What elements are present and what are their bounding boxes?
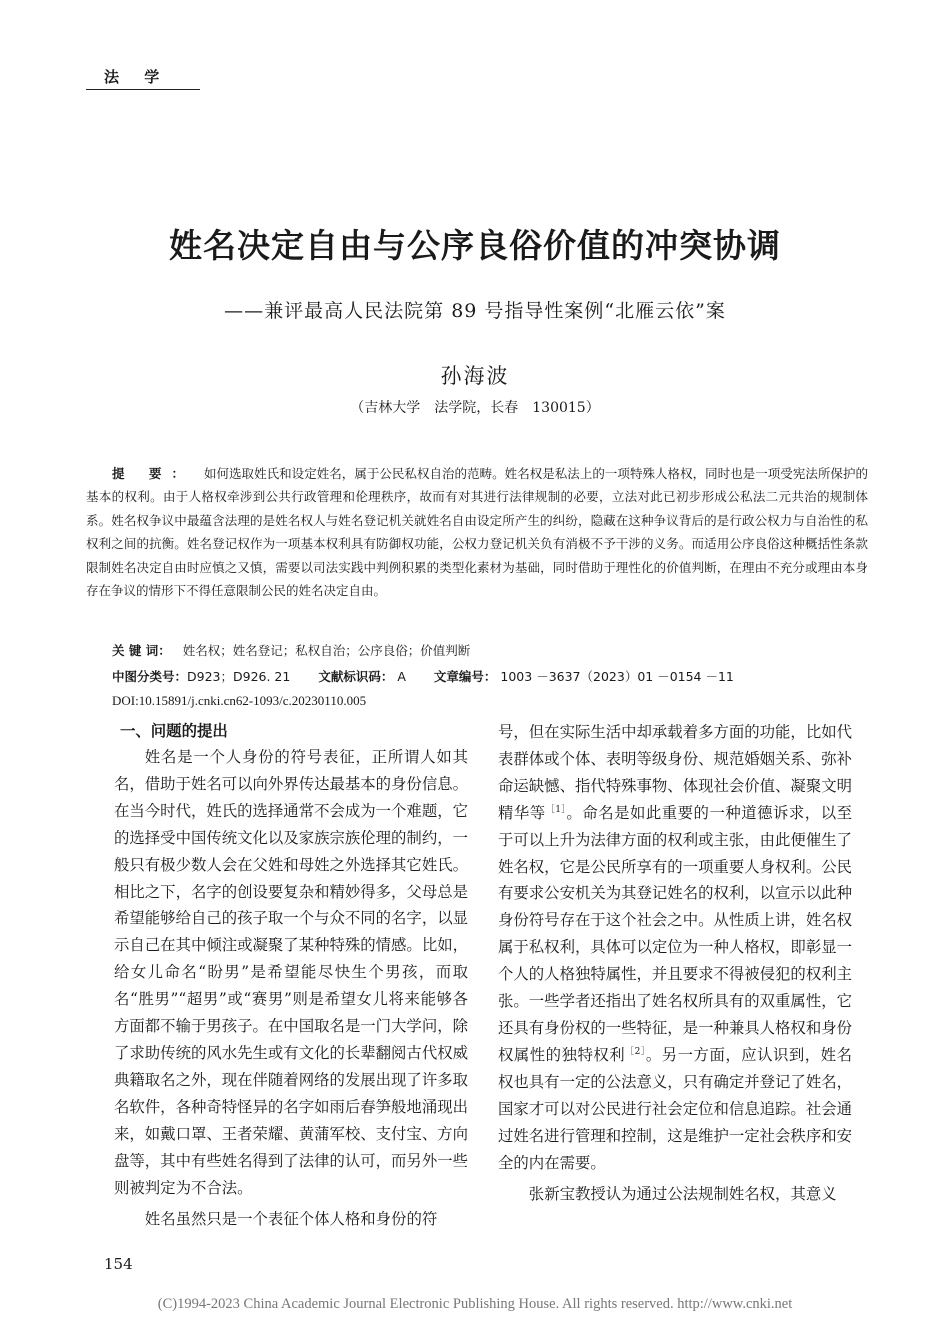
doc-code-value: A [397,669,406,684]
copyright-footer: (C)1994-2023 China Academic Journal Electronic Publishing House. All rights reserved. http://www.cnki.net [157,1296,793,1312]
author-name: 孙海波 [440,364,510,388]
paragraph-text: 。命名是如此重要的一种道德诉求，以至于可以上升为法律方面的权利或主张，由此便催生了姓名权，它是公民所享有的一项重要人身权利。公民有要求公安机关为其登记姓名的权利，以宣示以此种身份符号存在于这个社会之中。从性质上讲，姓名权属于私权利，具体可以定位为一种人格权，即彰显一个人的人格独特属性，并且要求不得被侵犯的权利主张。一些学者还指出了姓名权所具有的双重属性，它还具有身份权的一些特征，是一种兼具人格权和身份权属性的独特权利 [498,803,852,1064]
section-tag: 法 学 [104,68,170,86]
paragraph: 姓名虽然只是一个表征个体人格和身份的符 [144,1210,438,1229]
citation-ref-1[interactable]: ［1］ [545,804,567,815]
article-title: 姓名决定自由与公序良俗价值的冲突协调 [169,226,781,265]
paragraph-text: 。另一方面，应认识到，姓名权也具有一定的公法意义，只有确定并登记了姓名，国家才可以对公民进行社会定位和信息追踪。社会通过姓名进行管理和控制，这是维护一定社会秩序和安全的内在需要。 [498,1045,852,1172]
paragraph: 张新宝教授认为通过公法规制姓名权，其意义 [528,1185,837,1204]
clc-value: D923；D926. 21 [187,669,291,684]
keywords-text: 姓名权；姓名登记；私权自治；公序良俗；价值判断 [182,643,471,658]
section-divider [86,89,200,90]
doi: DOI:10.15891/j.cnki.cn62-1093/c.20230110.005 [112,693,367,708]
paragraph [498,719,852,1176]
page-number: 154 [104,1255,133,1273]
doc-code-label: 文献标识码： [318,669,394,684]
author-affiliation: （吉林大学 法学院，长春 130015） [350,400,600,416]
article-subtitle: ——兼评最高人民法院第 89 号指导性案例“北雁云依”案 [224,300,726,322]
citation-ref-2[interactable]: ［2］ [625,1046,646,1057]
clc-label: 中图分类号： [112,669,188,684]
body-column-left [114,719,468,1233]
keywords-label: 关 键 词： [112,643,171,658]
abstract-text: 如何选取姓氏和设定姓名，属于公民私权自治的范畴。姓名权是私法上的一项特殊人格权，同时也是一项受宪法所保护的基本的权利。由于人格权牵涉到公共行政管理和伦理秩序，故而有对其进行法律规制的必要，立法对此已初步形成公私法二元共治的规制体系。姓名权争议中最蕴含法理的是姓名权人与姓名登记机关就姓名自由设定所产生的纠纷，隐藏在这种争议背后的是行政公权力与自治性的私权利之间的抗衡。姓名登记权作为一项基本权利具有防御权功能，公权力登记机关负有消极不予干涉的义务。而适用公序良俗这种概括性条款限制姓名决定自由时应慎之又慎，需要以司法实践中判例积累的类型化素材为基础，同时借助于理性化的价值判断，在理由不充分或理由本身存在争议的情形下不得任意限制公民的姓名决定自由。 [86,466,868,599]
abstract [86,462,868,602]
classification-line [112,667,734,685]
article-number-label: 文章编号： [433,669,497,684]
paragraph-text: 号，但在实际生活中却承载着多方面的功能，比如代表群体或个体、表明等级身份、规范婚姻关系、弥补命运缺憾、指代特殊事物、体现社会价值、凝聚文明精华等 [498,723,852,822]
abstract-label: 提 要： [112,466,194,481]
article-number-value: 1003 －3637（2023）01 －0154 －11 [500,669,734,684]
body-column-right [498,719,852,1208]
keywords [112,641,470,659]
section-heading: 一、问题的提出 [120,722,228,740]
paragraph: 姓名是一个人身份的符号表征，正所谓人如其名，借助于姓名可以向外界传达最基本的身份信息。在当今时代，姓氏的选择通常不会成为一个难题，它的选择受中国传统文化以及家族宗族伦理的制约，一般只有极少数人会在父姓和母姓之外选择其它姓氏。相比之下，名字的创设要复杂和精妙得多，父母总是希望能够给自己的孩子取一个与众不同的名字，以显示自己在其中倾注或凝聚了某种特殊的情感。比如，给女儿命名“盼男”是希望能尽快生个男孩，而取名“胜男”“超男”或“赛男”则是希望女儿将来能够各方面都不输于男孩子。在中国取名是一门大学问，除了求助传统的风水先生或有文化的长辈翻阅古代权威典籍取名之外，现在伴随着网络的发展出现了许多取名软件，各种奇特怪异的名字如雨后春笋般地涌现出来，如戴口罩、王者荣耀、黄蒲军校、支付宝、方向盘等，其中有些姓名得到了法律的认可，而另外一些则被判定为不合法。 [114,748,468,1197]
